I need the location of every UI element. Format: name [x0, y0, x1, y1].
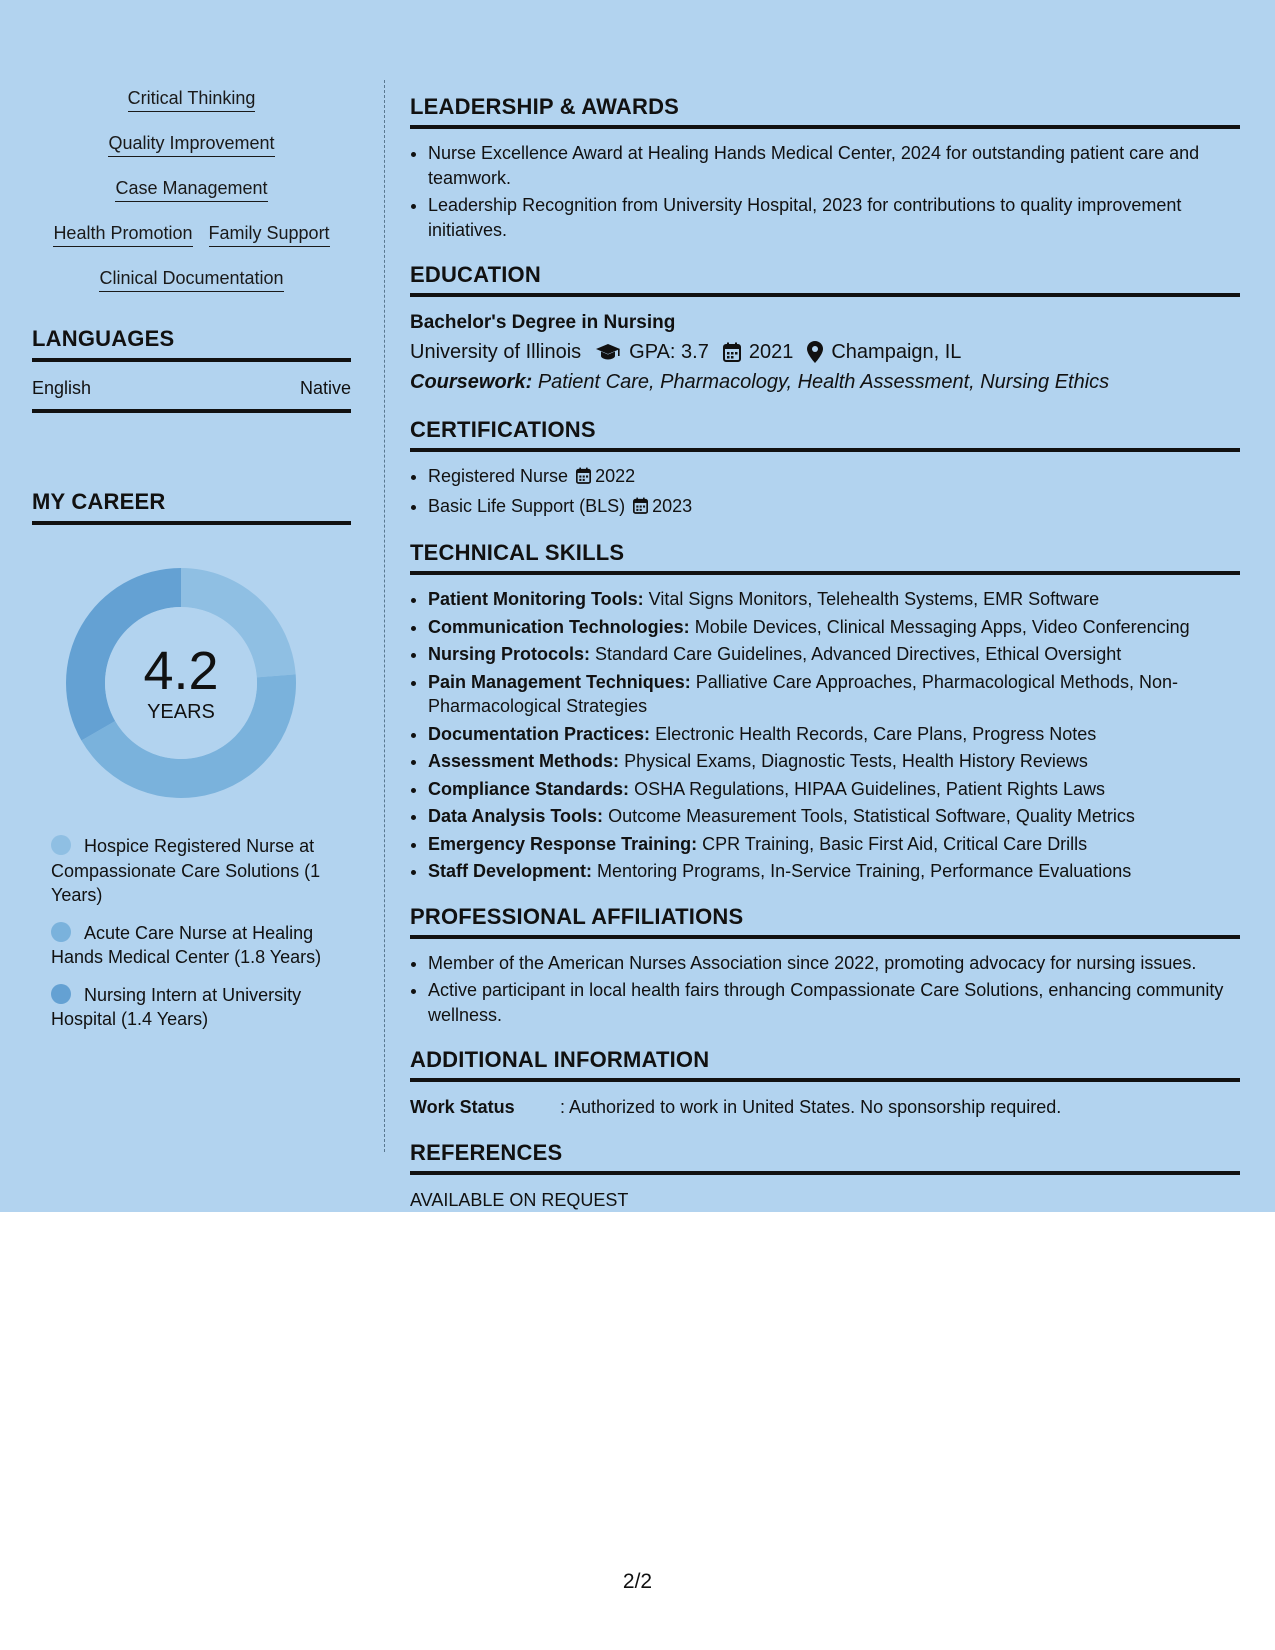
technical-skill-item — [428, 615, 1240, 640]
leadership-item: • Leadership Recognition from University Hospital, 2023 for contributions to quality improvement initiatives. — [428, 193, 1240, 242]
career-role-text: Acute Care Nurse at Healing Hands Medical Center (1.8 Years) — [51, 922, 322, 967]
page-number: 2/2 — [622, 1570, 653, 1593]
calendar-icon — [576, 466, 591, 491]
career-total-years: 4.2 — [143, 640, 219, 701]
technical-skill-item — [428, 859, 1240, 884]
leadership-section — [410, 94, 1240, 242]
references-heading: REFERENCES — [410, 1140, 1240, 1175]
additional-info-list — [410, 1094, 1240, 1120]
skill-tag: Family Support — [209, 221, 330, 247]
additional-info-key: Work Status — [410, 1097, 515, 1117]
technical-skill-text: CPR Training, Basic First Aid, Critical Care Drills — [702, 833, 1088, 854]
technical-skill-text: OSHA Regulations, HIPAA Guidelines, Patient Rights Laws — [634, 778, 1105, 799]
technical-skill-item — [428, 670, 1240, 719]
skills-row — [32, 86, 351, 112]
education-school: University of Illinois — [410, 341, 582, 363]
technical-skill-text: Outcome Measurement Tools, Statistical Software, Quality Metrics — [608, 806, 1135, 826]
career-legend — [32, 834, 351, 1032]
technical-skill-label: Data Analysis Tools: — [428, 806, 604, 826]
graduation-cap-icon — [595, 343, 621, 361]
additional-info-section — [410, 1047, 1240, 1120]
technical-skill-item — [428, 642, 1240, 667]
technical-skill-item — [428, 587, 1240, 612]
additional-info-row — [410, 1094, 1240, 1120]
references-section — [410, 1140, 1240, 1213]
skill-tag: Clinical Documentation — [99, 266, 283, 292]
languages-heading: LANGUAGES — [32, 326, 351, 362]
technical-skill-label: Emergency Response Training: — [428, 833, 698, 854]
map-pin-icon — [807, 341, 823, 363]
leadership-item: • Nurse Excellence Award at Healing Hands Medical Center, 2024 for outstanding patient care and teamwork. — [428, 141, 1240, 190]
technical-skill-label: Pain Management Techniques: — [428, 671, 691, 692]
affiliation-item: • Member of the American Nurses Association since 2022, promoting advocacy for nursing issues. — [428, 951, 1240, 976]
career-total-unit: YEARS — [147, 700, 215, 723]
references-text: AVAILABLE ON REQUEST — [410, 1190, 629, 1210]
certification-item — [428, 464, 1240, 491]
skill-tag: Health Promotion — [53, 221, 192, 247]
calendar-icon — [633, 496, 648, 521]
technical-skill-item — [428, 832, 1240, 857]
certifications-heading: CERTIFICATIONS — [410, 417, 1240, 452]
certification-name: Basic Life Support (BLS) — [428, 495, 626, 516]
technical-skill-item — [428, 722, 1240, 747]
languages-list — [32, 378, 351, 413]
technical-skill-label: Assessment Methods: — [428, 751, 620, 771]
technical-skill-label: Communication Technologies: — [428, 616, 690, 637]
right-column — [410, 94, 1240, 1233]
skill-tag: Critical Thinking — [128, 86, 256, 112]
affiliation-item: • Active participant in local health fairs through Compassionate Care Solutions, enhancing community wellness. — [428, 978, 1240, 1027]
skills-row — [32, 221, 351, 247]
technical-skill-item — [428, 804, 1240, 829]
career-role — [51, 921, 351, 970]
certification-item — [428, 494, 1240, 521]
technical-skill-text: Physical Exams, Diagnostic Tests, Health History Reviews — [624, 751, 1088, 771]
technical-skill-text: Mobile Devices, Clinical Messaging Apps, Video Conferencing — [694, 616, 1190, 637]
career-legend-dot — [51, 835, 71, 855]
education-section — [410, 262, 1240, 397]
education-location: Champaign, IL — [831, 341, 962, 363]
leadership-heading: LEADERSHIP & AWARDS — [410, 94, 1240, 129]
technical-skill-label: Documentation Practices: — [428, 723, 651, 744]
career-role — [51, 983, 351, 1032]
education-gpa: GPA: 3.7 — [629, 341, 709, 363]
additional-info-value: : Authorized to work in United States. No sponsorship required. — [560, 1097, 1062, 1117]
coursework-text: Patient Care, Pharmacology, Health Assessment, Nursing Ethics — [537, 371, 1110, 393]
leadership-list — [410, 141, 1240, 242]
language-level: Native — [299, 378, 351, 398]
affiliations-section — [410, 904, 1240, 1028]
skills-row — [32, 266, 351, 292]
additional-info-heading: ADDITIONAL INFORMATION — [410, 1047, 1240, 1082]
skills-row — [32, 176, 351, 202]
technical-skill-label: Nursing Protocols: — [428, 644, 591, 664]
education-heading: EDUCATION — [410, 262, 1240, 297]
certification-name: Registered Nurse — [428, 466, 569, 486]
affiliations-heading: PROFESSIONAL AFFILIATIONS — [410, 904, 1240, 939]
career-donut-chart — [66, 568, 296, 798]
technical-skills-section — [410, 540, 1240, 884]
technical-skill-label: Staff Development: — [428, 861, 593, 881]
skill-tag: Quality Improvement — [108, 131, 274, 157]
career-legend-dot — [51, 984, 71, 1004]
technical-skill-text: Vital Signs Monitors, Telehealth Systems, EMR Software — [648, 589, 1100, 609]
education-details — [410, 337, 1240, 367]
certifications-list — [410, 464, 1240, 520]
language-row — [32, 378, 351, 413]
education-degree: Bachelor's Degree in Nursing — [410, 312, 676, 333]
skills-row — [32, 131, 351, 157]
technical-skill-text: Palliative Care Approaches, Pharmacological Methods, Non-Pharmacological Strategies — [428, 671, 1178, 716]
technical-skills-heading: TECHNICAL SKILLS — [410, 540, 1240, 575]
certification-year: 2023 — [652, 495, 693, 516]
language-name: English — [32, 378, 92, 398]
technical-skill-label: Patient Monitoring Tools: — [428, 589, 644, 609]
skills-cloud — [32, 86, 351, 292]
calendar-icon — [723, 342, 741, 362]
left-column — [32, 86, 351, 1045]
donut-center — [66, 568, 296, 798]
career-heading: MY CAREER — [32, 489, 351, 525]
column-divider — [384, 80, 385, 1152]
technical-skills-list — [410, 587, 1240, 884]
technical-skill-item — [428, 749, 1240, 774]
technical-skill-label: Compliance Standards: — [428, 778, 630, 799]
career-section — [32, 489, 351, 1032]
technical-skill-text: Standard Care Guidelines, Advanced Directives, Ethical Oversight — [595, 644, 1122, 664]
skill-tag: Case Management — [115, 176, 267, 202]
technical-skill-text: Electronic Health Records, Care Plans, Progress Notes — [655, 723, 1097, 744]
certifications-section — [410, 417, 1240, 520]
career-legend-dot — [51, 922, 71, 942]
career-role — [51, 834, 351, 908]
education-year: 2021 — [748, 341, 794, 363]
certification-year: 2022 — [595, 466, 636, 486]
technical-skill-text: Mentoring Programs, In-Service Training, Performance Evaluations — [597, 861, 1132, 881]
career-role-text: Nursing Intern at University Hospital (1.4 Years) — [51, 984, 302, 1029]
education-coursework — [410, 367, 1240, 397]
technical-skill-item — [428, 777, 1240, 802]
coursework-label: Coursework: — [410, 371, 533, 393]
affiliations-list — [410, 951, 1240, 1028]
career-role-text: Hospice Registered Nurse at Compassionate Care Solutions (1 Years) — [51, 836, 321, 905]
languages-section — [32, 326, 351, 413]
